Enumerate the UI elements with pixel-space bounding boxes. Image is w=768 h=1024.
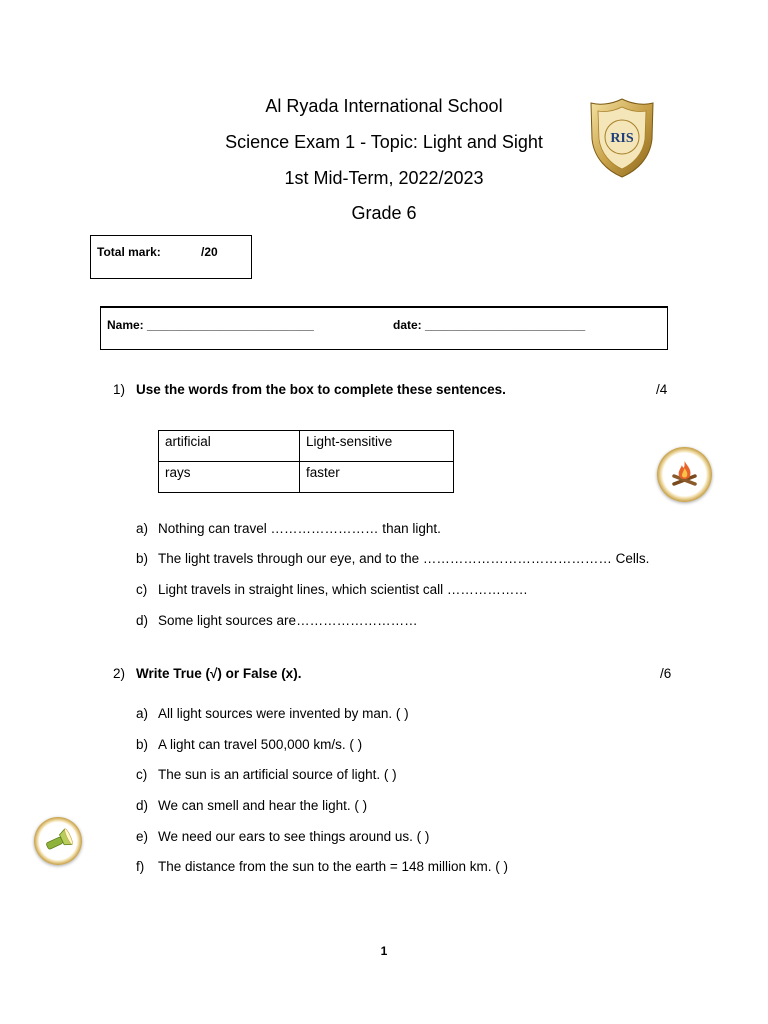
q1-item-a	[136, 521, 441, 536]
page-number: 1	[380, 944, 388, 958]
school-name: Al Ryada International School	[265, 96, 503, 116]
q2-item-e	[136, 829, 429, 844]
school-logo-text: RIS	[610, 131, 634, 146]
q1-item-b	[136, 551, 649, 566]
item-text: We need our ears to see things around us. ( )	[158, 829, 430, 844]
campfire-icon	[657, 447, 712, 502]
student-info-box	[100, 306, 668, 350]
flashlight-icon	[34, 817, 82, 865]
item-text: A light can travel 500,000 km/s. ( )	[158, 737, 363, 752]
q2-item-f	[136, 859, 508, 874]
q1-number: 1)	[113, 382, 126, 397]
word-box	[158, 430, 454, 493]
word-row	[159, 431, 454, 462]
q2-marks: /6	[660, 666, 672, 681]
item-text: Light travels in straight lines, which scientist call ………………	[158, 582, 528, 597]
item-text: The distance from the sun to the earth = 148 million km. ( )	[158, 859, 509, 874]
q2-title: Write True (√) or False (x).	[136, 666, 302, 681]
item-label: a)	[136, 706, 149, 721]
total-mark-label: Total mark:	[97, 245, 161, 259]
item-label: f)	[136, 859, 145, 874]
word-cell: artificial	[159, 431, 300, 462]
q1-title: Use the words from the box to complete these sentences.	[136, 382, 506, 397]
total-mark-value: /20	[201, 245, 218, 259]
q2-item-a	[136, 706, 409, 721]
q1-item-c	[136, 582, 528, 597]
word-cell: Light-sensitive	[300, 431, 454, 462]
q2-item-c	[136, 767, 397, 782]
q1-marks: /4	[656, 382, 668, 397]
word-row	[159, 462, 454, 493]
item-label: d)	[136, 798, 149, 813]
total-mark-box	[90, 235, 252, 279]
exam-term: 1st Mid-Term, 2022/2023	[284, 168, 484, 188]
school-logo	[588, 97, 656, 179]
item-text: The sun is an artificial source of light. ( )	[158, 767, 397, 782]
item-label: c)	[136, 767, 148, 782]
word-cell: rays	[159, 462, 300, 493]
q2-item-d	[136, 798, 367, 813]
item-text: The light travels through our eye, and to the …………………………………… Cells.	[158, 551, 650, 566]
q1-item-d	[136, 613, 418, 628]
date-field[interactable]: date: ________________________	[393, 318, 586, 332]
item-text: Nothing can travel …………………… than light.	[158, 521, 441, 536]
item-label: b)	[136, 737, 149, 752]
word-cell: faster	[300, 462, 454, 493]
q2-number: 2)	[113, 666, 126, 681]
item-label: b)	[136, 551, 149, 566]
item-label: a)	[136, 521, 149, 536]
item-text: All light sources were invented by man. ( )	[158, 706, 409, 721]
item-text: We can smell and hear the light. ( )	[158, 798, 368, 813]
exam-title: Science Exam 1 - Topic: Light and Sight	[225, 132, 543, 152]
item-text: Some light sources are………………………	[158, 613, 418, 628]
name-field[interactable]: Name: _________________________	[107, 318, 314, 332]
item-label: d)	[136, 613, 149, 628]
q2-item-b	[136, 737, 362, 752]
item-label: e)	[136, 829, 149, 844]
item-label: c)	[136, 582, 148, 597]
exam-grade: Grade 6	[351, 203, 417, 223]
